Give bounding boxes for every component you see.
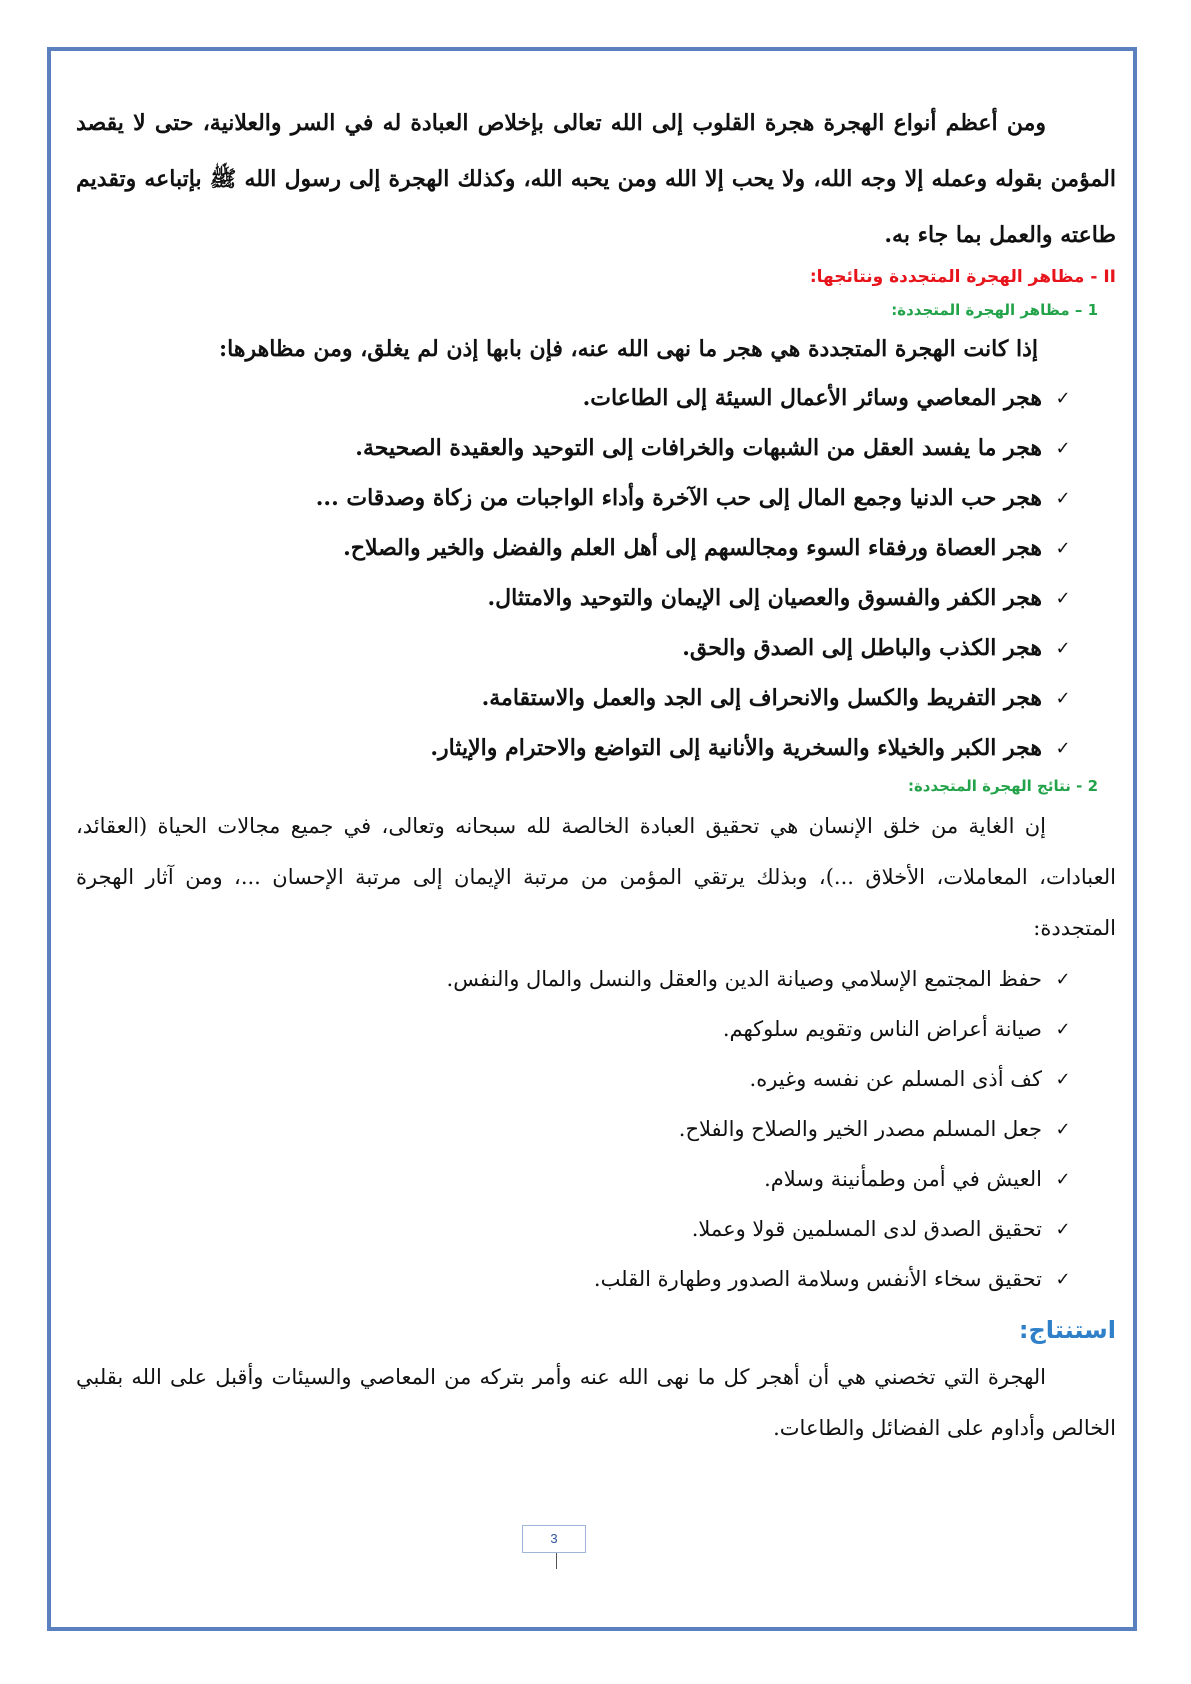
list-item-text: تحقيق سخاء الأنفس وسلامة الصدور وطهارة القلب. — [593, 1267, 1042, 1291]
list-item-text: هجر الكبر والخيلاء والسخرية والأنانية إلى التواضع والاحترام والإيثار. — [430, 735, 1042, 761]
manifestations-list — [76, 373, 1116, 773]
list-item — [76, 1204, 1072, 1254]
check-icon: ✓ — [1055, 587, 1071, 609]
list-item-text: صيانة أعراض الناس وتقويم سلوكهم. — [722, 1017, 1042, 1041]
page-content — [76, 95, 1116, 1454]
list-item-text: هجر المعاصي وسائر الأعمال السيئة إلى الطاعات. — [582, 385, 1042, 411]
list-item — [76, 954, 1072, 1004]
list-item — [76, 1254, 1072, 1304]
check-icon: ✓ — [1055, 537, 1071, 559]
list-item-text: هجر ما يفسد العقل من الشبهات والخرافات إلى التوحيد والعقيدة الصحيحة. — [355, 435, 1042, 461]
section-heading: II - مظاهر الهجرة المتجددة ونتائجها: — [809, 267, 1116, 287]
list-item-text: هجر الكذب والباطل إلى الصدق والحق. — [682, 635, 1042, 661]
list-item-text: تحقيق الصدق لدى المسلمين قولا وعملا. — [691, 1217, 1042, 1241]
check-icon: ✓ — [1055, 387, 1071, 409]
check-icon: ✓ — [1055, 1168, 1071, 1190]
list-item — [76, 623, 1072, 673]
check-icon: ✓ — [1055, 968, 1071, 990]
check-icon: ✓ — [1055, 487, 1071, 509]
list-item — [76, 723, 1072, 773]
subsection-2-paragraph: إن الغاية من خلق الإنسان هي تحقيق العبادة الخالصة لله سبحانه وتعالى، في جميع مجالات الحياة (العقائد، العبادات، المعاملات، الأخلاق ...)، وبذلك يرتقي المؤمن من مرتبة الإيمان إلى مرتبة الإحسان ...، ومن آثار الهجرة المتجددة: — [76, 814, 1116, 940]
list-item — [76, 473, 1072, 523]
subsection-1-intro: إذا كانت الهجرة المتجددة هي هجر ما نهى الله عنه، فإن بابها إذن لم يغلق، ومن مظاهرها: — [219, 336, 1038, 362]
list-item-text: جعل المسلم مصدر الخير والصلاح والفلاح. — [678, 1117, 1042, 1141]
subsection-2-heading: 2 - نتائج الهجرة المتجددة: — [907, 777, 1098, 795]
list-item — [76, 1054, 1072, 1104]
page-number: 3 — [522, 1525, 586, 1553]
subsection-1-heading: 1 – مظاهر الهجرة المتجددة: — [891, 301, 1098, 319]
check-icon: ✓ — [1055, 637, 1071, 659]
list-item-text: هجر التفريط والكسل والانحراف إلى الجد والعمل والاستقامة. — [481, 685, 1042, 711]
check-icon: ✓ — [1055, 737, 1071, 759]
list-item — [76, 1154, 1072, 1204]
check-icon: ✓ — [1055, 1268, 1071, 1290]
list-item — [76, 373, 1072, 423]
list-item-text: هجر الكفر والفسوق والعصيان إلى الإيمان والتوحيد والامتثال. — [487, 585, 1042, 611]
check-icon: ✓ — [1055, 437, 1071, 459]
list-item-text: هجر حب الدنيا وجمع المال إلى حب الآخرة وأداء الواجبات من زكاة وصدقات ... — [315, 485, 1042, 511]
intro-paragraph: ومن أعظم أنواع الهجرة هجرة القلوب إلى الله تعالى بإخلاص العبادة له في السر والعلانية، حتى لا يقصد المؤمن بقوله وعمله إلا وجه الله، ولا يحب إلا الله ومن يحبه الله، وكذلك الهجرة إلى رسول الله ﷺ بإتباعه وتقديم طاعته والعمل بما جاء به. — [76, 110, 1116, 248]
list-item-text: العيش في أمن وطمأنينة وسلام. — [764, 1167, 1042, 1191]
list-item-text: هجر العصاة ورفقاء السوء ومجالسهم إلى أهل العلم والفضل والخير والصلاح. — [343, 535, 1042, 561]
results-list — [76, 954, 1116, 1304]
list-item — [76, 573, 1072, 623]
list-item — [76, 1104, 1072, 1154]
list-item — [76, 423, 1072, 473]
list-item — [76, 673, 1072, 723]
conclusion-paragraph: الهجرة التي تخصني هي أن أهجر كل ما نهى الله عنه وأمر بتركه من المعاصي والسيئات وأقبل على الله بقلبي الخالص وأداوم على الفضائل والطاعات. — [76, 1365, 1116, 1440]
page-number-tick — [556, 1553, 557, 1569]
conclusion-title: استنتاج: — [1018, 1316, 1116, 1344]
list-item-text: حفظ المجتمع الإسلامي وصيانة الدين والعقل والنسل والمال والنفس. — [446, 967, 1042, 991]
check-icon: ✓ — [1055, 1118, 1071, 1140]
check-icon: ✓ — [1055, 1218, 1071, 1240]
check-icon: ✓ — [1055, 687, 1071, 709]
list-item — [76, 523, 1072, 573]
check-icon: ✓ — [1055, 1068, 1071, 1090]
check-icon: ✓ — [1055, 1018, 1071, 1040]
list-item-text: كف أذى المسلم عن نفسه وغيره. — [749, 1067, 1042, 1091]
list-item — [76, 1004, 1072, 1054]
